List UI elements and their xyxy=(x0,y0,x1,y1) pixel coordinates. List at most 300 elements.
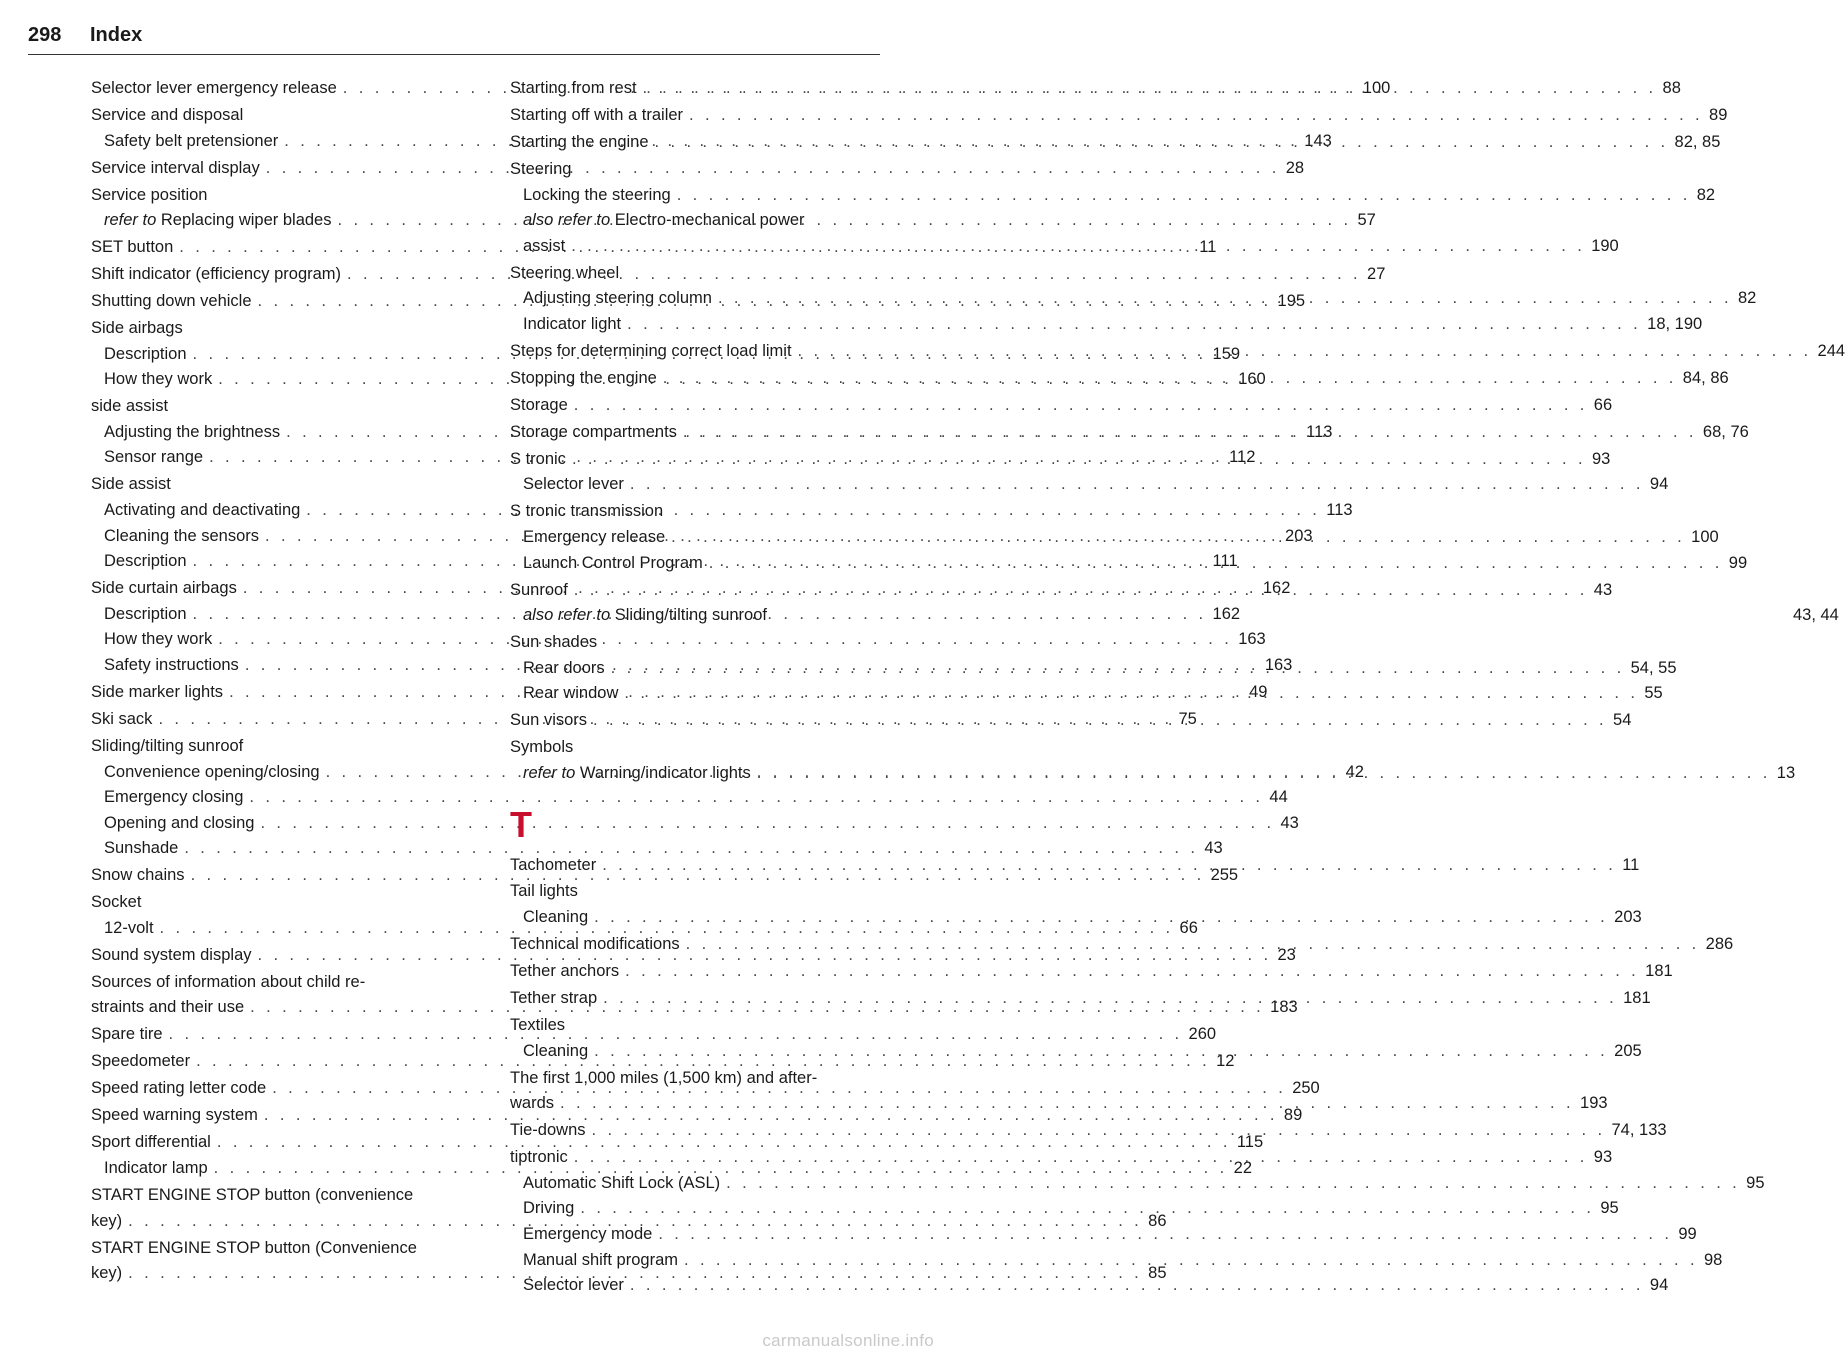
index-term: Adjusting steering column xyxy=(523,289,712,308)
index-term: How they work xyxy=(104,630,213,649)
index-term-wrap xyxy=(510,1145,568,1171)
index-term: Steps for determining correct load limit xyxy=(510,341,792,360)
index-term: Service interval display xyxy=(91,158,260,177)
index-term: Sunshade xyxy=(104,839,179,858)
index-term: Tether anchors xyxy=(510,962,620,981)
index-term-wrap xyxy=(91,995,244,1021)
index-term: Driving xyxy=(523,1199,575,1218)
page-ref: 203 xyxy=(1614,908,1642,927)
index-term: Tail lights xyxy=(510,882,578,901)
index-heading xyxy=(91,970,463,996)
index-term-wrap xyxy=(523,183,671,209)
index-term-wrap xyxy=(104,549,187,575)
leader-dots xyxy=(586,1118,1612,1144)
index-term: Rear window xyxy=(523,684,619,703)
page-ref: 66 xyxy=(1179,918,1198,937)
leader-dots xyxy=(621,312,1647,338)
page-ref: 57 xyxy=(1357,211,1376,230)
index-term-wrap xyxy=(523,286,712,312)
index-heading xyxy=(510,879,882,905)
leader-dots xyxy=(712,286,1738,312)
index-term: Sport differential xyxy=(91,1133,211,1152)
index-term-wrap xyxy=(104,367,212,393)
index-term: Sound system display xyxy=(91,945,252,964)
index-term: Symbols xyxy=(510,738,574,757)
index-term-wrap xyxy=(523,1273,624,1299)
index-term: Safety belt pretensioner xyxy=(104,131,279,150)
index-term: Sun shades xyxy=(510,633,598,652)
index-heading xyxy=(91,734,463,760)
page-ref: 85 xyxy=(1148,1264,1167,1283)
leader-dots xyxy=(624,472,1650,498)
page-ref: 68, 76 xyxy=(1702,422,1749,441)
page-ref: 163 xyxy=(1264,655,1293,674)
index-heading xyxy=(91,183,463,209)
page-ref: 13 xyxy=(1776,763,1796,782)
page-ref: 93 xyxy=(1593,1148,1613,1167)
index-term-wrap xyxy=(91,1261,122,1287)
index-heading xyxy=(510,1066,882,1092)
index-entry xyxy=(510,472,1669,498)
index-term: Spare tire xyxy=(91,1025,163,1044)
index-term: Sliding/tilting sunroof xyxy=(614,606,767,625)
index-term: Side curtain airbags xyxy=(91,579,237,598)
cross-reference: refer to xyxy=(523,763,576,782)
index-term: Locking the steering xyxy=(523,185,671,204)
index-term: The first 1,000 miles (1,500 km) and after- xyxy=(510,1068,818,1087)
index-term-wrap xyxy=(91,1022,163,1048)
leader-dots xyxy=(568,1145,1594,1171)
index-term-wrap xyxy=(104,785,243,811)
letter-heading: T xyxy=(510,803,532,845)
cross-reference: also refer to xyxy=(523,211,611,230)
page-ref: 98 xyxy=(1704,1250,1723,1269)
index-heading xyxy=(510,261,882,287)
index-term-wrap xyxy=(104,811,254,837)
page-ref: 43 xyxy=(1280,813,1299,832)
index-heading xyxy=(91,890,463,916)
leader-dots xyxy=(596,853,1622,879)
page-ref: 255 xyxy=(1210,866,1239,885)
page-ref: 42 xyxy=(1345,762,1364,781)
index-term: Tether strap xyxy=(510,989,598,1008)
leader-dots xyxy=(554,1091,1580,1117)
index-term-wrap xyxy=(510,130,649,156)
page-ref: 66 xyxy=(1593,395,1613,414)
page-ref: 159 xyxy=(1212,344,1241,363)
index-term-wrap xyxy=(104,916,154,942)
index-term: Sources of information about child re- xyxy=(91,972,366,991)
page-ref: 113 xyxy=(1326,501,1353,520)
page-ref: 18, 190 xyxy=(1647,314,1703,333)
leader-dots xyxy=(720,1171,1746,1197)
index-term-wrap xyxy=(104,420,280,446)
page-header xyxy=(28,24,880,55)
index-term: Emergency closing xyxy=(104,788,244,807)
index-term-wrap xyxy=(104,627,212,653)
index-term: assist xyxy=(523,236,566,255)
index-heading xyxy=(510,630,882,656)
index-entry xyxy=(91,785,1288,811)
page-ref: 163 xyxy=(1238,630,1266,649)
index-term-wrap xyxy=(523,905,588,931)
index-heading xyxy=(91,103,463,129)
index-term: Shutting down vehicle xyxy=(91,292,252,311)
index-term: S tronic transmission xyxy=(510,502,664,521)
index-term: Tachometer xyxy=(510,855,597,874)
leader-dots xyxy=(588,905,1614,931)
index-term: Speedometer xyxy=(91,1052,191,1071)
index-term-wrap xyxy=(510,447,566,473)
index-term-wrap xyxy=(510,420,677,446)
index-term: START ENGINE STOP button (Convenience xyxy=(91,1238,417,1257)
index-term: Warning/indicator lights xyxy=(579,763,751,782)
page-ref: 89 xyxy=(1709,105,1728,124)
page-ref: 94 xyxy=(1649,475,1669,494)
index-term: Emergency mode xyxy=(523,1224,653,1243)
index-term-wrap xyxy=(510,853,596,879)
leader-dots xyxy=(649,130,1675,156)
index-entry xyxy=(510,1171,1765,1197)
index-term-wrap xyxy=(523,656,605,682)
index-entry xyxy=(510,959,1673,985)
index-term: Activating and deactivating xyxy=(104,501,301,520)
leader-dots xyxy=(665,525,1691,551)
index-term-wrap xyxy=(510,1091,554,1117)
index-term: Cleaning xyxy=(523,1041,589,1060)
index-term-wrap xyxy=(91,943,252,969)
leader-dots xyxy=(574,1196,1600,1222)
page-ref: 112 xyxy=(1229,448,1256,467)
page-ref: 12 xyxy=(1216,1052,1235,1071)
page-ref: 44 xyxy=(1269,788,1288,807)
page-ref: 260 xyxy=(1188,1025,1217,1044)
page-ref: 22 xyxy=(1233,1158,1252,1177)
index-term: How they work xyxy=(104,370,213,389)
leader-dots xyxy=(588,1039,1614,1065)
index-term-wrap xyxy=(510,1118,586,1144)
page-ref: 162 xyxy=(1262,579,1291,598)
page-ref: 82 xyxy=(1737,289,1757,308)
page-ref: 84, 86 xyxy=(1682,368,1729,387)
index-term: Tie-downs xyxy=(510,1121,586,1140)
index-term-wrap xyxy=(510,339,792,365)
index-heading xyxy=(510,735,882,761)
index-term: Indicator lamp xyxy=(104,1158,208,1177)
index-term: key) xyxy=(91,1211,123,1230)
cross-reference: also refer to xyxy=(523,606,611,625)
index-term: wards xyxy=(510,1094,555,1113)
leader-dots xyxy=(565,234,1591,260)
index-term: Snow chains xyxy=(91,866,185,885)
index-term: Service and disposal xyxy=(91,105,244,124)
index-entry xyxy=(510,183,1716,209)
leader-dots xyxy=(657,366,1683,392)
page-ref: 82 xyxy=(1696,185,1716,204)
index-term-wrap xyxy=(510,103,683,129)
index-term-wrap xyxy=(523,1039,588,1065)
index-term: Shift indicator (efficiency program) xyxy=(91,265,342,284)
index-entry xyxy=(510,103,1728,129)
leader-dots xyxy=(792,339,1818,365)
index-entry xyxy=(510,393,1613,419)
index-term: straints and their use xyxy=(91,998,245,1017)
index-term-wrap xyxy=(523,312,621,338)
page-ref: 244 xyxy=(1817,341,1845,360)
leader-dots xyxy=(637,76,1663,102)
leader-dots xyxy=(624,1273,1650,1299)
index-term: Emergency release xyxy=(523,528,666,546)
page-ref: 54, 55 xyxy=(1630,658,1677,677)
leader-dots xyxy=(671,183,1697,209)
index-term-wrap xyxy=(104,602,187,628)
page-ref: 28 xyxy=(1285,158,1305,177)
index-term: tiptronic xyxy=(510,1148,568,1167)
leader-dots xyxy=(751,761,1777,787)
index-term: 12-volt xyxy=(104,918,154,937)
page-ref: 100 xyxy=(1362,79,1391,97)
index-heading xyxy=(91,1236,463,1262)
watermark: carmanualsonline.info xyxy=(762,1331,934,1350)
section-title: Index xyxy=(90,24,143,46)
index-term: Opening and closing xyxy=(104,813,255,832)
index-term: Side marker lights xyxy=(91,682,224,701)
page-number: 298 xyxy=(28,24,62,46)
index-term-wrap xyxy=(91,1130,211,1156)
index-term: Sun visors xyxy=(510,711,588,730)
leader-dots xyxy=(566,447,1592,473)
index-term-wrap xyxy=(104,836,178,862)
index-term: Safety instructions xyxy=(104,655,239,674)
page-ref: 162 xyxy=(1212,604,1241,623)
index-heading xyxy=(510,499,882,525)
index-term: Selector lever xyxy=(523,475,624,494)
index-term-wrap xyxy=(104,342,187,368)
index-term-wrap xyxy=(104,760,320,786)
leader-dots xyxy=(678,1248,1704,1274)
page-ref: 99 xyxy=(1678,1224,1697,1243)
index-term-wrap xyxy=(523,681,618,707)
leader-dots xyxy=(680,932,1706,958)
page-ref: 27 xyxy=(1367,265,1386,284)
index-term: Cleaning xyxy=(523,908,589,927)
page-ref: 113 xyxy=(1306,422,1333,441)
page-ref: 181 xyxy=(1623,989,1651,1008)
page-ref: 74, 133 xyxy=(1611,1121,1667,1140)
index-heading xyxy=(510,1013,882,1039)
index-term: Cleaning the sensors xyxy=(104,526,260,545)
index-term: Speed warning system xyxy=(91,1106,258,1125)
index-term: Description xyxy=(104,604,187,623)
index-term-wrap xyxy=(523,1248,678,1274)
index-term-wrap xyxy=(104,653,239,679)
leader-dots xyxy=(568,578,1594,604)
page-ref: 160 xyxy=(1238,370,1266,389)
index-heading xyxy=(91,394,463,420)
index-term: Selector lever emergency release xyxy=(91,79,337,97)
index-term: Technical modifications xyxy=(510,935,680,954)
index-term-wrap xyxy=(523,603,767,629)
index-term: Sunroof xyxy=(510,580,568,599)
index-heading xyxy=(91,1183,463,1209)
leader-dots xyxy=(652,1222,1678,1248)
index-term: Starting off with a trailer xyxy=(510,105,684,124)
index-term-wrap xyxy=(510,366,657,392)
index-term: Starting from rest xyxy=(510,79,637,97)
index-term: Description xyxy=(104,344,187,363)
index-term-wrap xyxy=(104,129,278,155)
leader-dots xyxy=(618,681,1644,707)
index-term-wrap xyxy=(104,445,203,471)
index-term-wrap xyxy=(510,708,587,734)
leader-dots xyxy=(597,986,1623,1012)
index-term: Adjusting the brightness xyxy=(104,422,281,441)
page-ref: 111 xyxy=(1212,552,1238,571)
index-term: Stopping the engine xyxy=(510,368,657,387)
index-term-wrap xyxy=(91,156,260,182)
index-term: Ski sack xyxy=(91,709,153,728)
index-term-wrap xyxy=(91,289,252,315)
index-term: key) xyxy=(91,1264,123,1283)
page-ref: 23 xyxy=(1277,945,1296,964)
index-term-wrap xyxy=(523,525,665,551)
page-ref: 205 xyxy=(1614,1041,1642,1060)
page-ref: 143 xyxy=(1304,131,1332,150)
index-term-wrap xyxy=(91,1103,258,1129)
index-term: Selector lever xyxy=(523,1276,624,1295)
index-term-wrap xyxy=(104,208,331,234)
page-ref: 95 xyxy=(1746,1173,1765,1192)
leader-dots xyxy=(605,656,1631,682)
index-term: Side assist xyxy=(91,475,171,494)
index-term: Manual shift program xyxy=(523,1250,678,1269)
index-entry xyxy=(510,1222,1697,1248)
index-term-wrap xyxy=(510,986,597,1012)
page-ref: 195 xyxy=(1277,292,1306,311)
index-term-wrap xyxy=(91,1209,122,1235)
page-ref: 203 xyxy=(1285,526,1313,545)
index-term-wrap xyxy=(510,578,568,604)
index-term-wrap xyxy=(91,707,152,733)
page-ref: 193 xyxy=(1580,1094,1608,1113)
page-ref: 75 xyxy=(1178,709,1197,728)
index-term: side assist xyxy=(91,397,169,416)
page-ref: 55 xyxy=(1644,684,1663,703)
page-ref: 94 xyxy=(1649,1276,1669,1295)
index-term: Steering xyxy=(510,159,572,178)
page-ref: 86 xyxy=(1148,1211,1167,1230)
index-term: Speed rating letter code xyxy=(91,1079,267,1098)
index-term: Socket xyxy=(91,893,142,912)
index-term-wrap xyxy=(523,1171,720,1197)
index-term-wrap xyxy=(510,932,680,958)
page-ref: 43, 44 xyxy=(1792,606,1839,625)
page-ref: 43 xyxy=(1593,580,1613,599)
index-term-wrap xyxy=(91,262,341,288)
index-term: Launch Control Program xyxy=(523,553,703,572)
index-term: Convenience opening/closing xyxy=(104,762,320,781)
leader-dots xyxy=(677,420,1703,446)
page-ref: 100 xyxy=(1691,528,1719,546)
page-ref: 54 xyxy=(1613,711,1632,730)
index-term: Side airbags xyxy=(91,319,183,338)
index-term-wrap xyxy=(523,1222,652,1248)
index-term: S tronic xyxy=(510,449,566,468)
page-ref: 43 xyxy=(1204,839,1223,858)
page-ref: 11 xyxy=(1622,855,1640,874)
page-ref: 115 xyxy=(1236,1133,1264,1152)
index-term-wrap xyxy=(91,863,185,889)
page-ref: 82, 85 xyxy=(1674,132,1721,151)
index-heading xyxy=(510,157,882,183)
index-term-wrap xyxy=(523,761,751,787)
index-heading xyxy=(510,208,882,234)
index-term-wrap xyxy=(523,472,624,498)
index-term: Starting the engine xyxy=(510,132,649,151)
index-term-wrap xyxy=(523,551,703,577)
leader-dots xyxy=(683,103,1709,129)
index-term: Storage xyxy=(510,395,568,414)
index-heading xyxy=(91,472,463,498)
page-ref: 250 xyxy=(1292,1079,1320,1098)
page-ref: 181 xyxy=(1645,962,1673,981)
index-term-wrap xyxy=(91,576,237,602)
page-ref: 183 xyxy=(1270,998,1298,1017)
index-term-wrap xyxy=(510,76,637,102)
page-ref: 286 xyxy=(1705,935,1734,954)
index-entry xyxy=(510,312,1703,338)
page-ref: 190 xyxy=(1591,236,1619,255)
page-ref: 11 xyxy=(1199,238,1217,257)
index-term: Rear doors xyxy=(523,658,605,677)
leader-dots xyxy=(703,551,1729,577)
index-term-wrap xyxy=(523,1196,574,1222)
page-ref: 99 xyxy=(1728,553,1748,572)
index-term-wrap xyxy=(104,1156,208,1182)
index-term: Sensor range xyxy=(104,448,204,467)
index-term-wrap xyxy=(510,959,619,985)
index-term-wrap xyxy=(91,680,223,706)
index-term: Sliding/tilting sunroof xyxy=(91,736,244,755)
index-entry xyxy=(91,811,1299,837)
index-term: START ENGINE STOP button (convenience xyxy=(91,1185,414,1204)
leader-dots xyxy=(587,708,1613,734)
index-heading xyxy=(91,316,463,342)
index-term: Description xyxy=(104,552,187,571)
index-term-wrap xyxy=(523,234,565,260)
index-term: Steering wheel xyxy=(510,263,620,282)
index-term-wrap xyxy=(104,498,300,524)
index-term: SET button xyxy=(91,238,174,257)
cross-reference: refer to xyxy=(104,211,157,230)
index-term: Replacing wiper blades xyxy=(160,211,332,230)
index-term: Electro-mechanical power xyxy=(614,211,805,230)
index-term-wrap xyxy=(91,1049,190,1075)
index-term: Indicator light xyxy=(523,314,622,333)
page-ref: 89 xyxy=(1283,1106,1303,1125)
leader-dots xyxy=(619,959,1645,985)
leader-dots xyxy=(568,393,1594,419)
index-term-wrap xyxy=(91,235,173,261)
index-term: Automatic Shift Lock (ASL) xyxy=(523,1173,721,1192)
page-ref: 49 xyxy=(1249,682,1268,701)
index-term-wrap xyxy=(91,1076,266,1102)
page-ref: 88 xyxy=(1662,79,1681,97)
index-term-wrap xyxy=(91,76,337,102)
index-term: Textiles xyxy=(510,1016,566,1035)
index-term: Storage compartments xyxy=(510,422,677,441)
page-ref: 93 xyxy=(1591,449,1611,468)
